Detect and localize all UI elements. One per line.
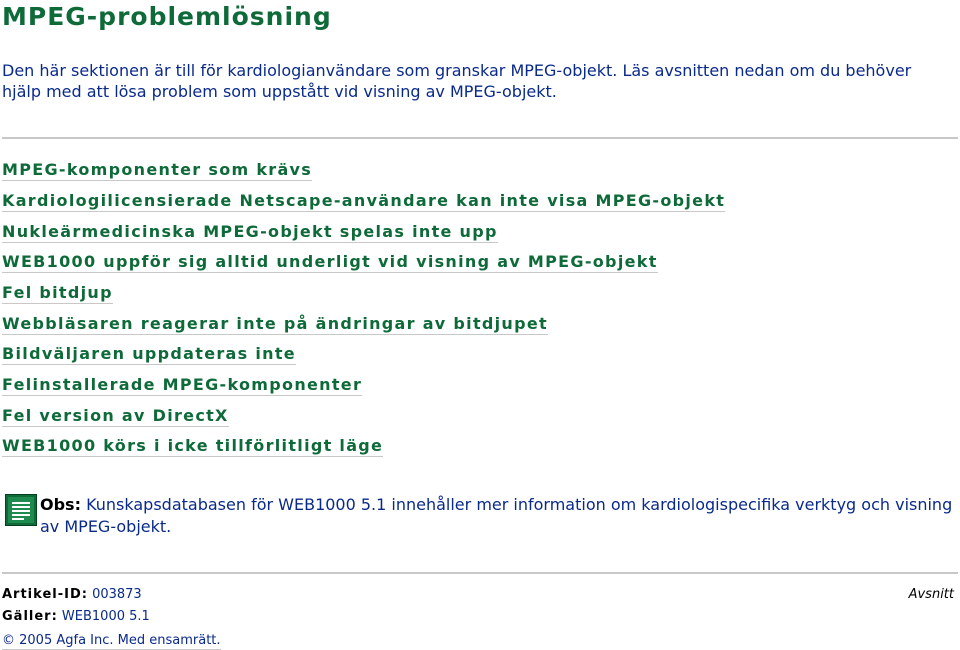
topic-link-misinstalled-mpeg[interactable]: Felinstallerade MPEG-komponenter [2, 375, 363, 394]
section-link[interactable]: Avsnitt [908, 587, 954, 602]
note-text [40, 494, 958, 538]
article-id [2, 587, 142, 602]
note-body: Kunskapsdatabasen för WEB1000 5.1 innehåller mer information om kardiologispecifika verktyg och visning av MPEG-objekt. [40, 495, 953, 536]
copyright-link[interactable]: © 2005 Agfa Inc. Med ensamrätt. [2, 633, 221, 648]
topic-link-nuclear-mpeg[interactable]: Nukleärmedicinska MPEG-objekt spelas inte upp [2, 222, 498, 241]
topic-link-web1000-behaviour[interactable]: WEB1000 uppför sig alltid underligt vid visning av MPEG-objekt [2, 252, 658, 271]
topic-link-image-picker[interactable]: Bildväljaren uppdateras inte [2, 344, 296, 363]
topic-link-browser-bitdepth[interactable]: Webbläsaren reagerar inte på ändringar av bitdjupet [2, 314, 548, 333]
page-title: MPEG-problemlösning [2, 2, 332, 31]
article-id-value: 003873 [87, 587, 142, 602]
topic-link-directx-version[interactable]: Fel version av DirectX [2, 406, 229, 425]
note-label: Obs: [40, 495, 81, 514]
topic-link-untrusted-mode[interactable]: WEB1000 körs i icke tillförlitligt läge [2, 436, 384, 455]
applies-to-label: Gäller: [2, 609, 58, 624]
topic-link-netscape-users[interactable]: Kardiologilicensierade Netscape-användare kan inte visa MPEG-objekt [2, 191, 726, 210]
article-id-label: Artikel-ID: [2, 587, 88, 602]
divider-bottom [2, 572, 958, 574]
intro-paragraph: Den här sektionen är till för kardiologianvändare som granskar MPEG-objekt. Läs avsnitten nedan om du behöver hjälp med att lösa problem som uppstått vid visning av MPEG-objekt. [2, 61, 912, 101]
applies-to-value: WEB1000 5.1 [57, 609, 150, 624]
divider-top [2, 137, 958, 139]
topic-link-mpeg-components[interactable]: MPEG-komponenter som krävs [2, 160, 313, 179]
applies-to [2, 609, 150, 624]
topic-link-wrong-bitdepth[interactable]: Fel bitdjup [2, 283, 113, 302]
note-icon [5, 494, 37, 526]
